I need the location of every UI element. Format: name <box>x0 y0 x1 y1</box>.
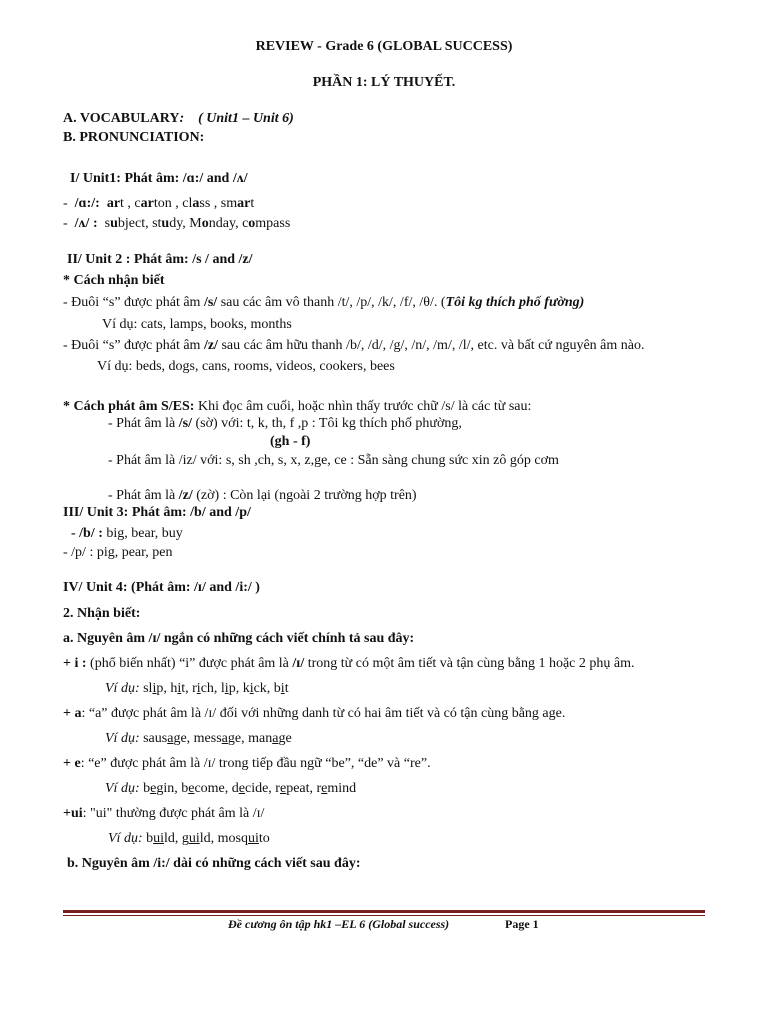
ses-iz-rule: - Phát âm là /iz/ với: s, sh ,ch, s, x, z,ge, ce : Sẵn sàng chung sức xin zô góp cơm <box>108 453 559 468</box>
unit4-long-i-heading: b. Nguyên âm /i:/ dài có những cách viết sau đây: <box>67 856 361 871</box>
part-title: PHẦN 1: LÝ THUYẾT. <box>312 75 456 90</box>
unit2-example-s: Ví dụ: cats, lamps, books, months <box>102 317 292 332</box>
rule-e: + e: “e” được phát âm là /ɪ/ trong tiếp đầu ngữ “be”, “de” và “re”. <box>63 756 431 771</box>
ses-z-rule: - Phát âm là /z/ (zờ) : Còn lại (ngoài 2 trường hợp trên) <box>108 488 417 503</box>
rule-a: + a: “a” được phát âm là /ɪ/ đối với những danh từ có hai âm tiết và có tận cùng bằng age. <box>63 706 566 721</box>
unit4-recognize: 2. Nhận biết: <box>63 606 141 621</box>
unit2-subheading: * Cách nhận biết <box>63 273 165 288</box>
unit2-rule-z: - Đuôi “s” được phát âm /z/ sau các âm hữu thanh /b/, /d/, /g/, /n/, /m/, /l/, etc. và bất cứ nguyên âm nào. <box>63 338 645 353</box>
rule-a-example: Ví dụ: sausage, message, manage <box>105 731 292 746</box>
rule-ui-example: Ví dụ: build, guild, mosquito <box>108 831 270 846</box>
ses-s-rule: - Phát âm là /s/ (sờ) với: t, k, th, f ,p : Tôi kg thích phố phường, <box>108 416 462 431</box>
ses-ghf-note: (gh - f) <box>270 434 311 449</box>
unit4-heading: IV/ Unit 4: (Phát âm: /ɪ/ and /i:/ ) <box>63 580 260 595</box>
unit2-heading: II/ Unit 2 : Phát âm: /s / and /z/ <box>67 252 253 267</box>
unit1-line-a: - /ɑ:/: art , carton , class , smart <box>63 196 255 211</box>
unit2-example-z: Ví dụ: beds, dogs, cans, rooms, videos, cookers, bees <box>97 359 395 374</box>
unit3-p-line: - /p/ : pig, pear, pen <box>63 545 173 560</box>
page-number: Page 1 <box>505 917 539 931</box>
rule-e-example: Ví dụ: begin, become, decide, repeat, remind <box>105 781 357 796</box>
footer-rule-thin <box>63 915 705 916</box>
rule-i-example: Ví dụ: slip, hit, rich, lip, kick, bit <box>105 681 289 696</box>
section-a-heading: A. VOCABULARY: ( Unit1 – Unit 6) <box>63 111 294 126</box>
ses-heading: * Cách phát âm S/ES: Khi đọc âm cuối, hoặc nhìn thấy trước chữ /s/ là các từ sau: <box>63 399 532 414</box>
rule-ui: +ui: "ui" thường được phát âm là /ɪ/ <box>63 806 265 821</box>
unit1-heading: I/ Unit1: Phát âm: /ɑ:/ and /ʌ/ <box>70 171 248 186</box>
unit3-heading: III/ Unit 3: Phát âm: /b/ and /p/ <box>63 505 251 520</box>
rule-i: + i : (phổ biến nhất) “i” được phát âm là /ɪ/ trong từ có một âm tiết và tận cùng bằng 1 hoặc 2 phụ âm. <box>63 656 635 671</box>
footer-rule-thick <box>63 910 705 913</box>
section-b-heading: B. PRONUNCIATION: <box>63 130 205 145</box>
unit2-rule-s: - Đuôi “s” được phát âm /s/ sau các âm vô thanh /t/, /p/, /k/, /f/, /θ/. (Tôi kg thích phố fường) <box>63 295 585 310</box>
footer-text: Đề cương ôn tập hk1 –EL 6 (Global success) <box>228 917 450 931</box>
unit1-line-b: - /ʌ/ : subject, study, Monday, compass <box>63 216 291 231</box>
unit3-b-line: - /b/ : big, bear, buy <box>71 526 183 541</box>
document-title: REVIEW - Grade 6 (GLOBAL SUCCESS) <box>255 39 513 54</box>
unit4-short-i-heading: a. Nguyên âm /ɪ/ ngắn có những cách viết chính tả sau đây: <box>63 631 415 646</box>
